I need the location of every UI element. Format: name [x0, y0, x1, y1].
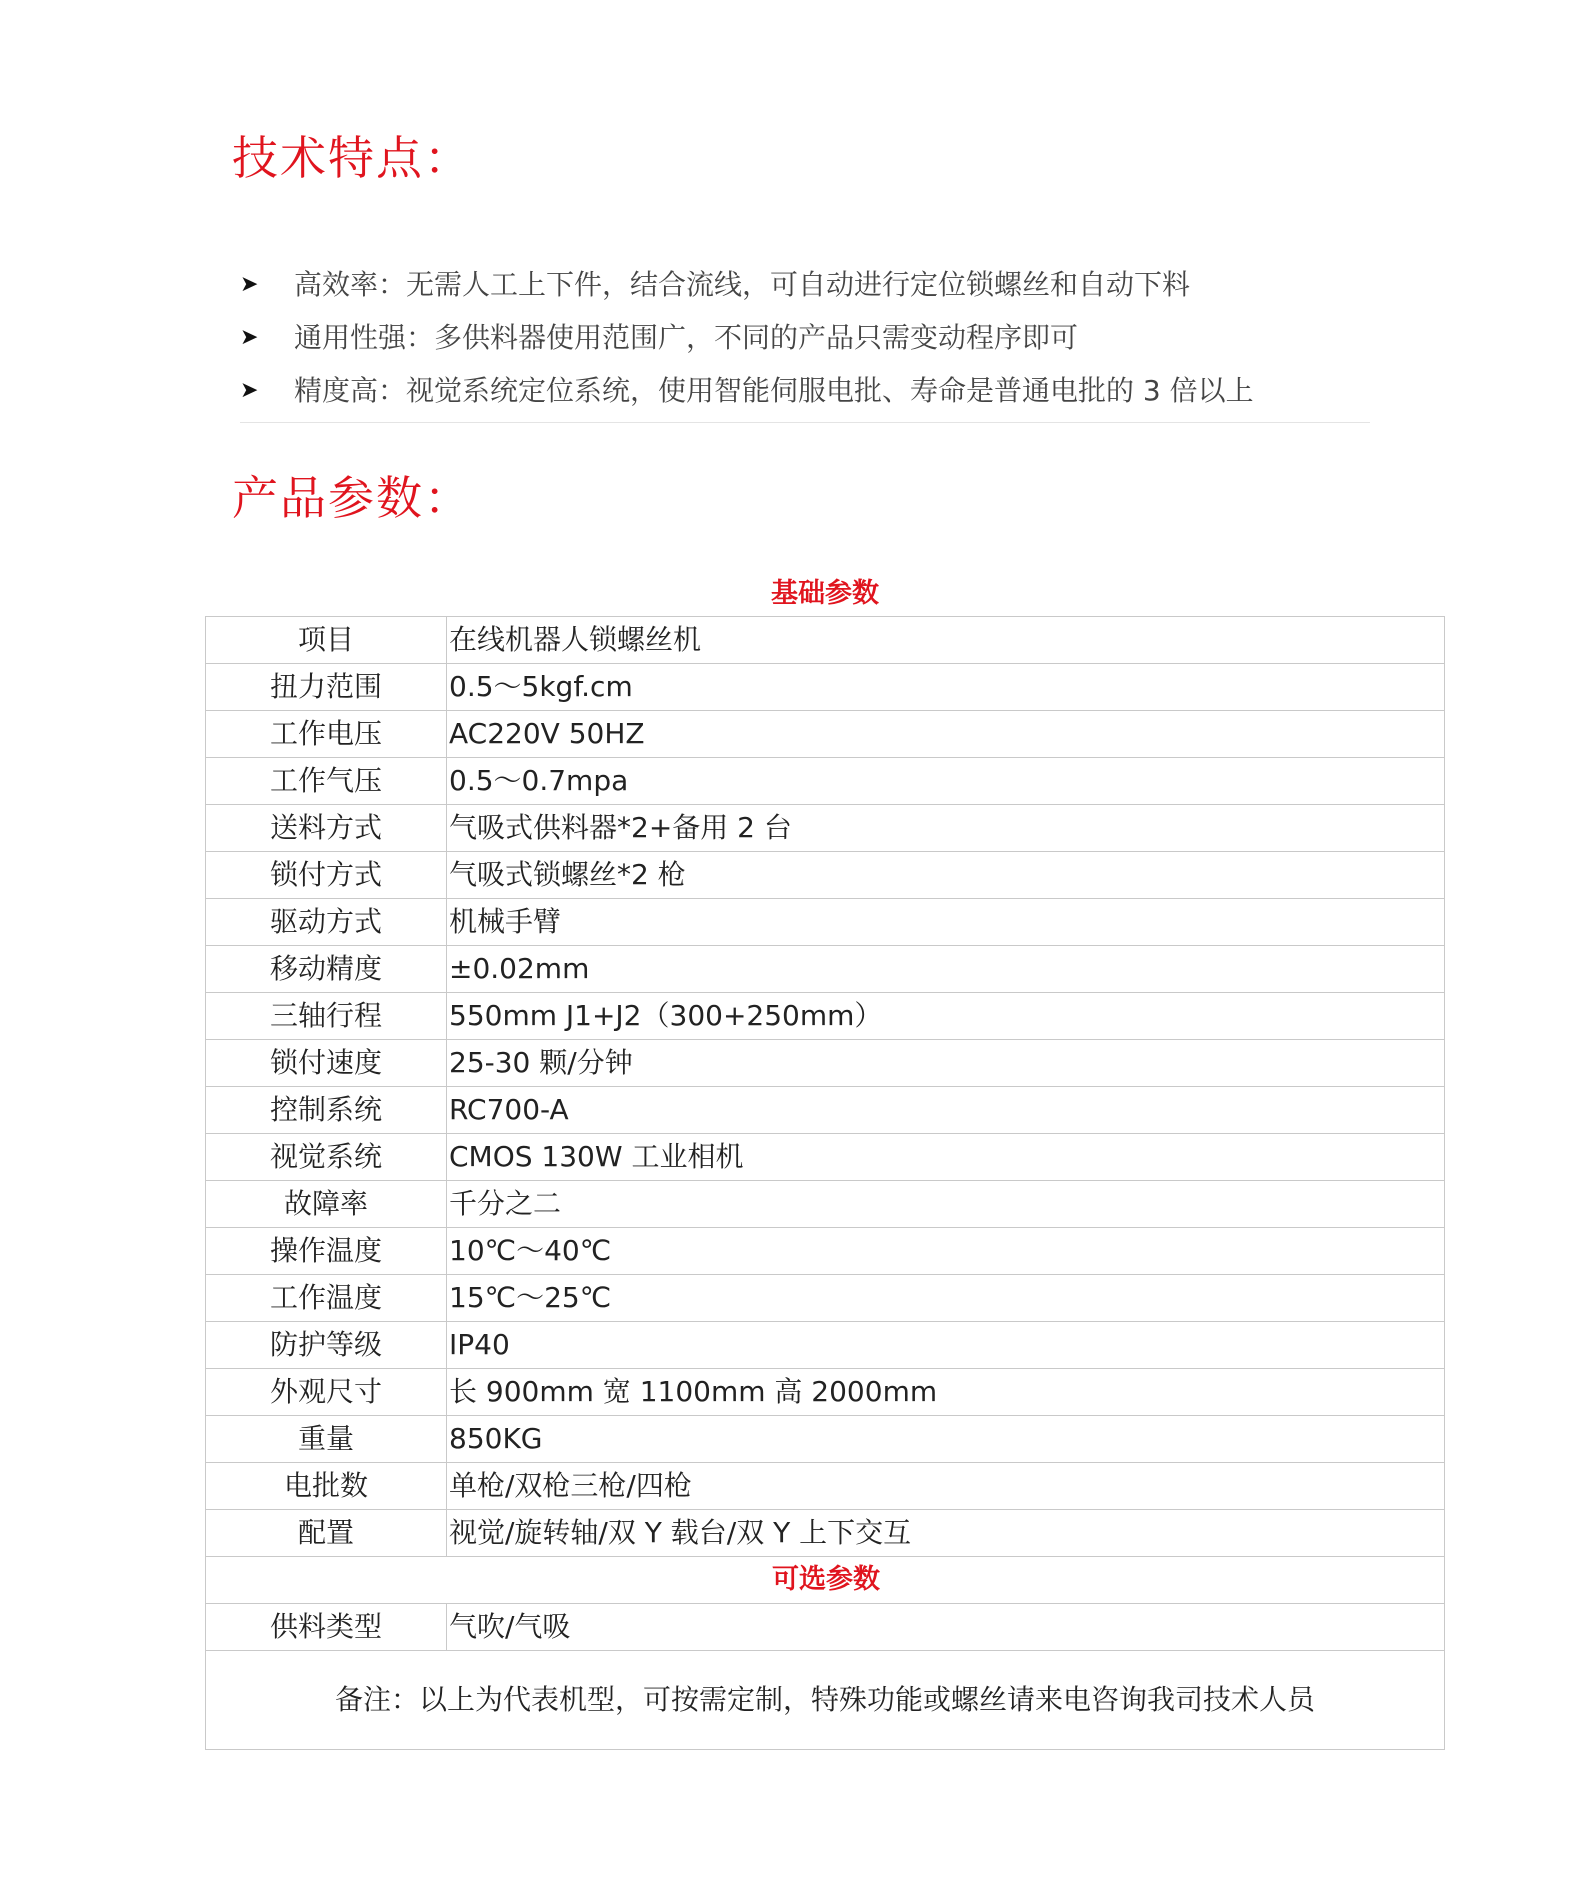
param-label: 驱动方式: [206, 899, 447, 946]
table-row: [206, 1228, 1445, 1275]
table-row: [206, 805, 1445, 852]
table-row: [206, 1463, 1445, 1510]
arrowhead-bullet-icon: ➤: [240, 325, 259, 350]
param-value: ±0.02mm: [447, 946, 1445, 993]
optional-params-caption: 可选参数: [206, 1557, 1445, 1604]
arrowhead-bullet-icon: ➤: [240, 378, 259, 403]
table-row: [206, 1087, 1445, 1134]
param-label: 操作温度: [206, 1228, 447, 1275]
param-label: 控制系统: [206, 1087, 447, 1134]
param-label: 配置: [206, 1510, 447, 1557]
feature-item: [240, 258, 1370, 311]
param-label: 电批数: [206, 1463, 447, 1510]
param-value: AC220V 50HZ: [447, 711, 1445, 758]
table-row: [206, 852, 1445, 899]
table-row: [206, 617, 1445, 664]
params-table: [205, 616, 1445, 1750]
param-value: 气吸式供料器*2+备用 2 台: [447, 805, 1445, 852]
table-row: [206, 993, 1445, 1040]
table-row: [206, 1510, 1445, 1557]
param-value: IP40: [447, 1322, 1445, 1369]
feature-text: 高效率：无需人工上下件，结合流线，可自动进行定位锁螺丝和自动下料: [294, 268, 1191, 301]
table-row: [206, 1416, 1445, 1463]
note-text: 备注：以上为代表机型，可按需定制，特殊功能或螺丝请来电咨询我司技术人员: [206, 1651, 1445, 1750]
table-row: [206, 1322, 1445, 1369]
param-label: 故障率: [206, 1181, 447, 1228]
table-row: [206, 1651, 1445, 1750]
param-value: 在线机器人锁螺丝机: [447, 617, 1445, 664]
basic-params-body: [206, 617, 1445, 1557]
param-value: 850KG: [447, 1416, 1445, 1463]
section-divider: [240, 422, 1370, 423]
feature-item: [240, 364, 1370, 417]
param-label: 重量: [206, 1416, 447, 1463]
param-label: 外观尺寸: [206, 1369, 447, 1416]
param-label: 移动精度: [206, 946, 447, 993]
feature-text: 通用性强：多供料器使用范围广，不同的产品只需变动程序即可: [294, 321, 1079, 354]
features-title: 技术特点：: [232, 131, 472, 185]
params-title: 产品参数：: [232, 471, 472, 525]
param-value: 气吹/气吸: [447, 1604, 1445, 1651]
basic-params-caption: 基础参数: [771, 578, 879, 609]
param-value: 0.5～5kgf.cm: [447, 664, 1445, 711]
param-label: 锁付方式: [206, 852, 447, 899]
arrowhead-bullet-icon: ➤: [240, 272, 259, 297]
param-value: RC700-A: [447, 1087, 1445, 1134]
param-value: CMOS 130W 工业相机: [447, 1134, 1445, 1181]
table-row: [206, 1604, 1445, 1651]
table-row: [206, 1134, 1445, 1181]
table-row: [206, 758, 1445, 805]
param-value: 千分之二: [447, 1181, 1445, 1228]
param-label: 工作电压: [206, 711, 447, 758]
param-label: 送料方式: [206, 805, 447, 852]
param-label: 工作气压: [206, 758, 447, 805]
table-row: [206, 664, 1445, 711]
table-row: [206, 899, 1445, 946]
param-label: 三轴行程: [206, 993, 447, 1040]
feature-item: [240, 311, 1370, 364]
table-row: [206, 1040, 1445, 1087]
param-value: 气吸式锁螺丝*2 枪: [447, 852, 1445, 899]
table-row: [206, 1181, 1445, 1228]
feature-text: 精度高：视觉系统定位系统，使用智能伺服电批、寿命是普通电批的 3 倍以上: [294, 374, 1254, 407]
param-value: 550mm J1+J2（300+250mm）: [447, 993, 1445, 1040]
optional-params-body: [206, 1604, 1445, 1651]
table-row: [206, 1369, 1445, 1416]
param-value: 15℃～25℃: [447, 1275, 1445, 1322]
table-row: [206, 1557, 1445, 1604]
param-label: 锁付速度: [206, 1040, 447, 1087]
features-list: [240, 258, 1370, 417]
param-label: 项目: [206, 617, 447, 664]
param-label: 视觉系统: [206, 1134, 447, 1181]
param-value: 0.5～0.7mpa: [447, 758, 1445, 805]
param-value: 25-30 颗/分钟: [447, 1040, 1445, 1087]
param-value: 机械手臂: [447, 899, 1445, 946]
param-value: 单枪/双枪三枪/四枪: [447, 1463, 1445, 1510]
table-row: [206, 711, 1445, 758]
note-body: [206, 1651, 1445, 1750]
optional-params-header: [206, 1557, 1445, 1604]
param-label: 防护等级: [206, 1322, 447, 1369]
param-value: 10℃～40℃: [447, 1228, 1445, 1275]
table-row: [206, 1275, 1445, 1322]
param-value: 视觉/旋转轴/双 Y 载台/双 Y 上下交互: [447, 1510, 1445, 1557]
param-label: 工作温度: [206, 1275, 447, 1322]
param-label: 扭力范围: [206, 664, 447, 711]
param-value: 长 900mm 宽 1100mm 高 2000mm: [447, 1369, 1445, 1416]
table-row: [206, 946, 1445, 993]
param-label: 供料类型: [206, 1604, 447, 1651]
